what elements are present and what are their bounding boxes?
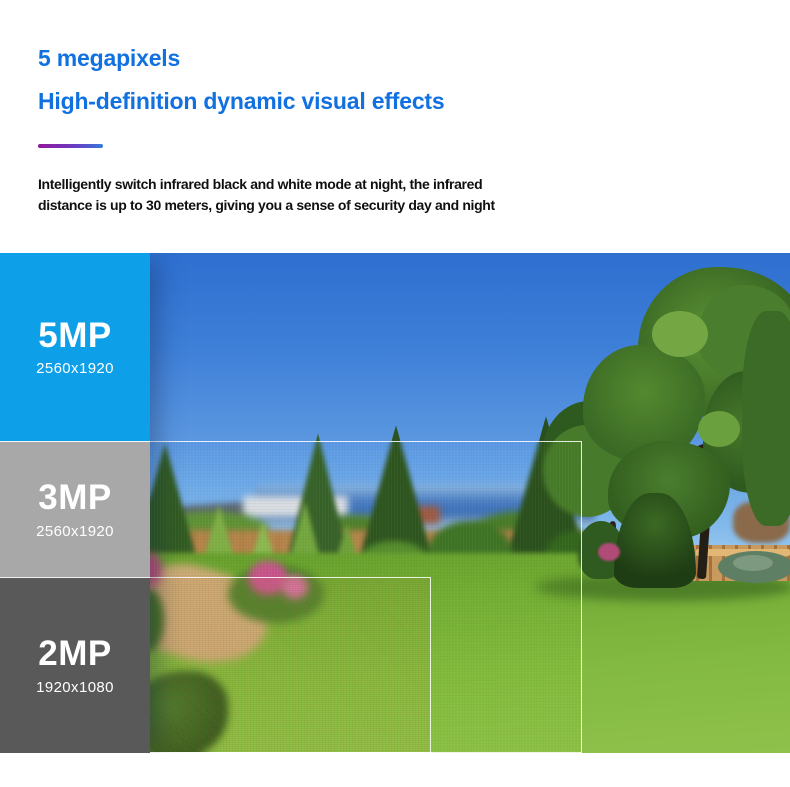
canopy-highlight — [652, 311, 708, 357]
resolution-box-3mp — [0, 441, 150, 577]
noise-overlay-2mp — [148, 577, 431, 753]
description-text — [38, 174, 758, 216]
canopy-highlight — [698, 411, 740, 447]
juniper-highlight — [733, 555, 773, 571]
resolution-box-2mp — [0, 577, 150, 753]
description-line-2: distance is up to 30 meters, giving you a sense of security day and night — [38, 196, 495, 213]
resolution-size: 2560x1920 — [36, 522, 114, 540]
resolution-label: 2MP — [38, 634, 112, 674]
page-subtitle: High-definition dynamic visual effects — [38, 87, 445, 114]
resolution-box-5mp — [0, 253, 150, 441]
tree-canopy — [742, 311, 790, 526]
header-section — [38, 44, 758, 216]
page-title: 5 megapixels — [38, 45, 181, 71]
resolution-label: 5MP — [38, 315, 112, 355]
pink-flowers — [598, 543, 620, 561]
resolution-size: 2560x1920 — [36, 360, 114, 378]
resolution-size: 1920x1080 — [36, 678, 114, 696]
description-line-1: Intelligently switch infrared black and white mode at night, the infrared — [38, 175, 483, 192]
accent-underline — [38, 144, 103, 148]
resolution-column — [0, 253, 150, 753]
garden-photo — [0, 253, 790, 753]
resolution-label: 3MP — [38, 478, 112, 518]
